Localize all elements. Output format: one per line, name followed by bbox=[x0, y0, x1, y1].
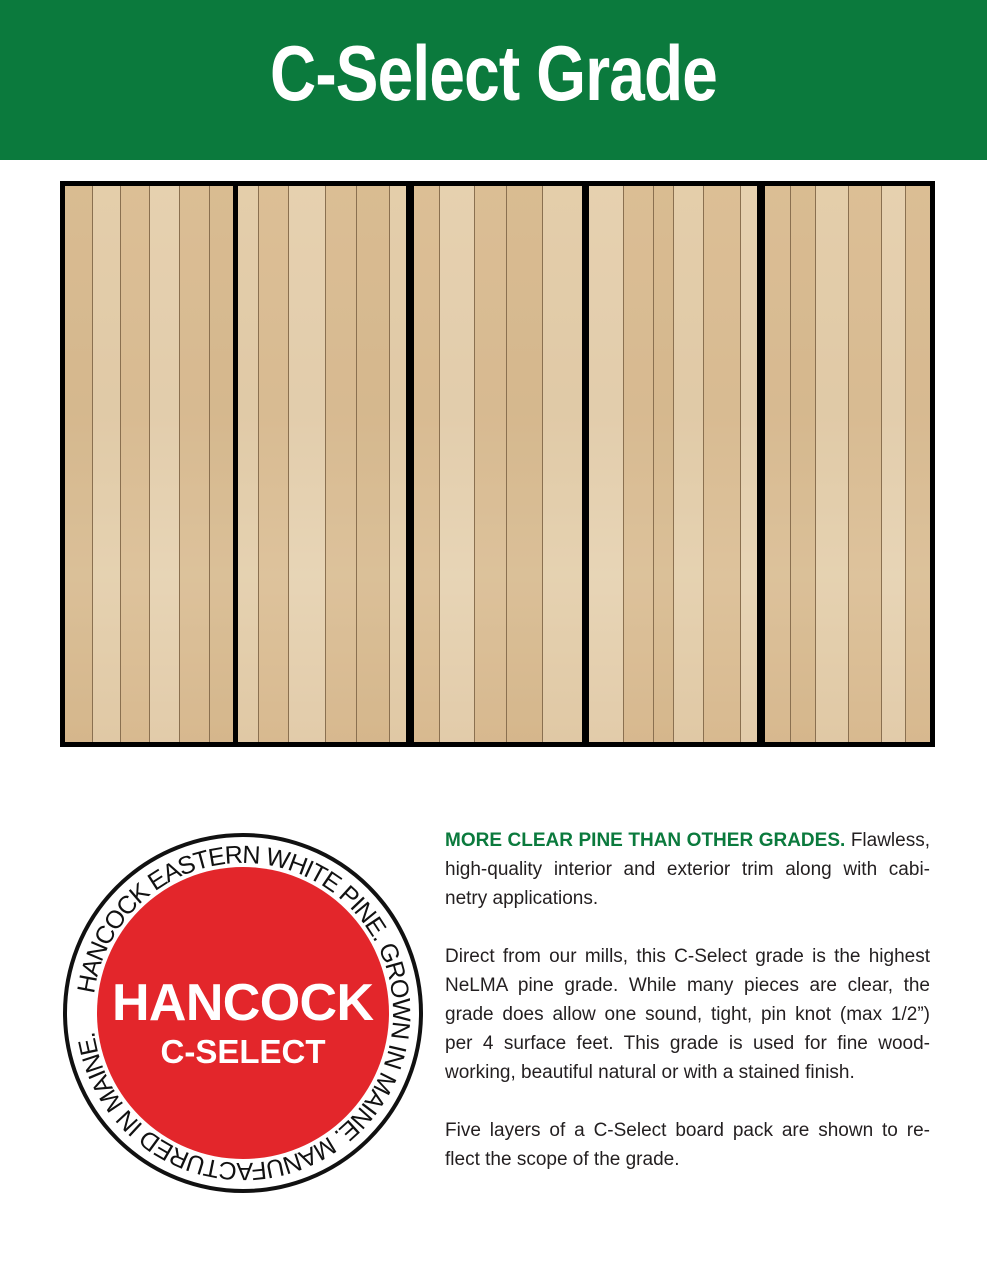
board-layer-1 bbox=[65, 186, 233, 742]
wood-grain bbox=[258, 186, 288, 742]
wood-grain bbox=[209, 186, 233, 742]
board-seam bbox=[848, 186, 849, 742]
header-banner bbox=[0, 0, 987, 160]
text-line: Direct from our mills, this C-Select grade is the highest bbox=[445, 946, 930, 967]
board-seam bbox=[356, 186, 357, 742]
wood-grain bbox=[92, 186, 121, 742]
grade-description bbox=[445, 826, 930, 1174]
text-line: high-quality interior and exterior trim along with cabi- bbox=[445, 859, 930, 880]
wood-grain bbox=[740, 186, 757, 742]
wood-grain bbox=[815, 186, 848, 742]
board-seam bbox=[258, 186, 259, 742]
board-seam bbox=[209, 186, 210, 742]
wood-grain bbox=[120, 186, 149, 742]
board-layer-5 bbox=[765, 186, 930, 742]
wood-grain bbox=[149, 186, 179, 742]
wood-grain bbox=[356, 186, 390, 742]
wood-grain bbox=[288, 186, 325, 742]
board-seam bbox=[474, 186, 475, 742]
board-seam bbox=[389, 186, 390, 742]
board-seam bbox=[653, 186, 654, 742]
wood-grain bbox=[848, 186, 881, 742]
board-seam bbox=[179, 186, 180, 742]
board-seam bbox=[149, 186, 150, 742]
board-layer-2 bbox=[238, 186, 406, 742]
board-seam bbox=[740, 186, 741, 742]
text-line: flect the scope of the grade. bbox=[445, 1149, 680, 1170]
board-seam bbox=[92, 186, 93, 742]
text-line: grade does allow one sound, tight, pin knot (max 1/2”) bbox=[445, 1004, 930, 1025]
text-line: working, beautiful natural or with a stained finish. bbox=[445, 1062, 855, 1083]
wood-grain bbox=[905, 186, 930, 742]
wood-grain bbox=[238, 186, 258, 742]
board-seam bbox=[542, 186, 543, 742]
board-seam bbox=[881, 186, 882, 742]
board-seam bbox=[815, 186, 816, 742]
text-line: netry applications. bbox=[445, 888, 599, 909]
wood-grain bbox=[179, 186, 209, 742]
board-seam bbox=[506, 186, 507, 742]
wood-grain bbox=[765, 186, 790, 742]
board-seam bbox=[325, 186, 326, 742]
seal-brand: HANCOCK bbox=[112, 974, 374, 1032]
wood-grain bbox=[506, 186, 541, 742]
wood-grain bbox=[65, 186, 92, 742]
wood-grain bbox=[439, 186, 474, 742]
board-layer-4 bbox=[589, 186, 757, 742]
lead-heading: MORE CLEAR PINE THAN OTHER GRADES. bbox=[445, 830, 846, 851]
text-line: Five layers of a C-Select board pack are shown to re- bbox=[445, 1120, 930, 1141]
board-seam bbox=[703, 186, 704, 742]
text-line: per 4 surface feet. This grade is used for fine wood- bbox=[445, 1033, 930, 1054]
wood-grain bbox=[474, 186, 506, 742]
wood-grain bbox=[790, 186, 815, 742]
hancock-c-select-seal bbox=[60, 830, 426, 1196]
board-seam bbox=[439, 186, 440, 742]
page-title: C-Select Grade bbox=[269, 29, 718, 117]
board-seam bbox=[673, 186, 674, 742]
wood-grain bbox=[653, 186, 673, 742]
text-line: Flawless, bbox=[850, 830, 930, 851]
board-pack-photo bbox=[60, 181, 935, 747]
wood-grain bbox=[589, 186, 623, 742]
wood-grain bbox=[673, 186, 703, 742]
seal-ring-text: HANCOCK EASTERN WHITE PINE. GROWN IN MAINE. MANUFACTURED IN MAINE. bbox=[72, 840, 416, 1186]
board-seam bbox=[623, 186, 624, 742]
board-seam bbox=[790, 186, 791, 742]
wood-grain bbox=[623, 186, 653, 742]
board-layer-3 bbox=[414, 186, 582, 742]
board-seam bbox=[288, 186, 289, 742]
wood-grain bbox=[389, 186, 406, 742]
wood-grain bbox=[881, 186, 906, 742]
board-seam bbox=[120, 186, 121, 742]
wood-grain bbox=[325, 186, 355, 742]
seal-grade: C-SELECT bbox=[160, 1033, 326, 1070]
wood-grain bbox=[542, 186, 582, 742]
text-line: NeLMA pine grade. While many pieces are clear, the bbox=[445, 975, 930, 996]
board-seam bbox=[905, 186, 906, 742]
wood-grain bbox=[414, 186, 439, 742]
wood-grain bbox=[703, 186, 740, 742]
